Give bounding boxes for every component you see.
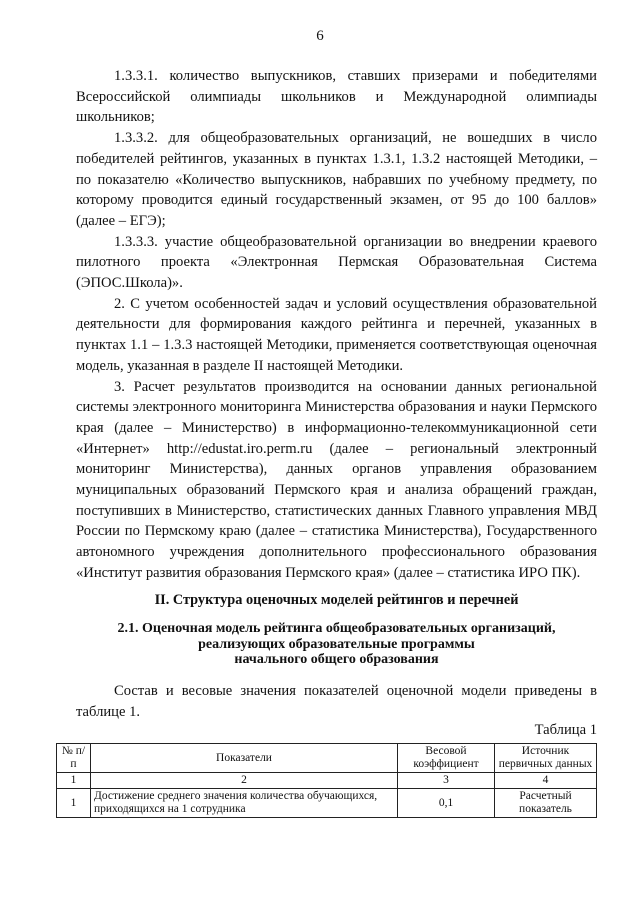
section-title: II. Структура оценочных моделей рейтингов и перечней — [154, 592, 519, 608]
column-number-2: 2 — [91, 773, 398, 789]
column-number-3: 3 — [398, 773, 495, 789]
header-source: Источник первичных данных — [495, 744, 597, 773]
header-indicators: Показатели — [91, 744, 398, 773]
indicators-table — [56, 743, 597, 818]
table-row — [57, 789, 597, 818]
table-caption: Таблица 1 — [534, 722, 597, 738]
subsection-title-line-3: начального общего образования — [234, 652, 439, 667]
column-number-4: 4 — [495, 773, 597, 789]
row-indicator: Достижение среднего значения количества обучающихся, приходящихся на 1 сотрудника — [91, 789, 398, 818]
row-number: 1 — [57, 789, 91, 818]
subsection-title — [76, 621, 597, 668]
paragraph-1-3-3-1: 1.3.3.1. количество выпускников, ставших призерами и победителями Всероссийской олимпиады школьников и Международной олимпиады школьников; — [76, 68, 597, 126]
table-header-row — [57, 744, 597, 773]
paragraph-3: 3. Расчет результатов производится на основании данных региональной системы электронного мониторинга Министерства образования и науки Пермского края (далее – Министерство) в информационно-телекоммуникационной сети «Интернет» http://edustat.iro.perm.ru (далее – региональный электронный мониторинг Министерства), данных органов управления образованием муниципальных образований Пермского края и анализа обращений граждан, поступивших в Министерство, статистических данных Главного управления МВД России по Пермскому краю (далее – статистика Министерства), Государственного автономного учреждения дополнительного профессионального образования «Институт развития образования Пермского края» (далее – статистика ИРО ПК). — [76, 378, 597, 581]
paragraph-1-3-3-3: 1.3.3.3. участие общеобразовательной организации во внедрении краевого пилотного проекта «Электронная Пермская Образовательная Система (ЭПОС.Школа)». — [76, 233, 597, 292]
table-column-numbers-row — [57, 773, 597, 789]
row-source: Расчетный показатель — [495, 789, 597, 818]
header-weight: Весовой коэффициент — [398, 744, 495, 773]
table-intro-text: Состав и весовые значения показателей оценочной модели приведены в таблице 1. — [76, 683, 597, 720]
paragraph-2: 2. С учетом особенностей задач и условий осуществления образовательной деятельности для формирования каждого рейтинга и перечней, указанных в пунктах 1.1 – 1.3.3 настоящей Методики, применяется соответствующая оценочная модель, указанная в разделе II настоящей Методики. — [76, 295, 597, 374]
subsection-title-line-2: реализующих образовательные программы — [198, 636, 475, 652]
table-intro — [76, 681, 597, 722]
row-weight: 0,1 — [398, 789, 495, 818]
header-number: № п/п — [57, 744, 91, 773]
page-number: 6 — [316, 28, 324, 44]
body-text — [76, 66, 597, 584]
subsection-title-line-1: 2.1. Оценочная модель рейтинга общеобразовательных организаций, — [117, 621, 556, 636]
paragraph-1-3-3-2: 1.3.3.2. для общеобразовательных организаций, не вошедших в число победителей рейтингов, указанных в пунктах 1.3.1, 1.3.2 настоящей Методики, – по показателю «Количество выпускников, набравших по учебному предмету, по которому проводится единый государственный экзамен, от 95 до 100 баллов» (далее – ЕГЭ); — [76, 130, 597, 229]
column-number-1: 1 — [57, 773, 91, 789]
